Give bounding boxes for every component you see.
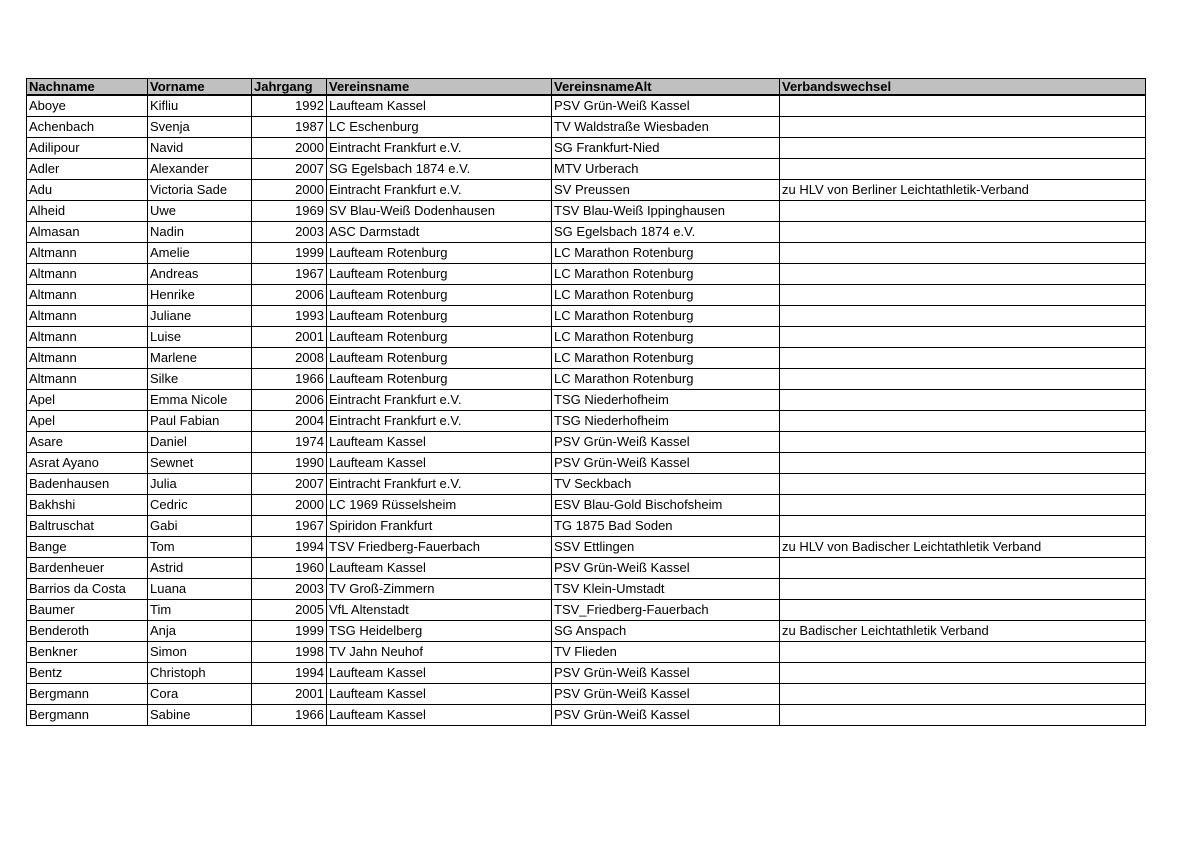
vereinsname-alt-cell: MTV Urberach	[552, 159, 780, 180]
vereinsname-cell: TV Groß-Zimmern	[327, 579, 552, 600]
nachname-cell: Aboye	[27, 95, 148, 117]
vereinsname-alt-cell: LC Marathon Rotenburg	[552, 264, 780, 285]
vorname-cell: Juliane	[148, 306, 252, 327]
vereinsname-alt-cell: TV Flieden	[552, 642, 780, 663]
jahrgang-cell: 1966	[252, 369, 327, 390]
verbandswechsel-cell	[780, 642, 1146, 663]
verbandswechsel-cell	[780, 432, 1146, 453]
table-row	[27, 663, 1146, 684]
table-row	[27, 537, 1146, 558]
verbandswechsel-cell	[780, 579, 1146, 600]
nachname-cell: Bentz	[27, 663, 148, 684]
vorname-cell: Marlene	[148, 348, 252, 369]
vereinsname-alt-cell: TSV_Friedberg-Fauerbach	[552, 600, 780, 621]
verbandswechsel-cell	[780, 264, 1146, 285]
vorname-cell: Luise	[148, 327, 252, 348]
vorname-cell: Amelie	[148, 243, 252, 264]
vereinsname-alt-cell: LC Marathon Rotenburg	[552, 243, 780, 264]
nachname-cell: Adler	[27, 159, 148, 180]
vereinsname-alt-cell: PSV Grün-Weiß Kassel	[552, 705, 780, 726]
vorname-cell: Henrike	[148, 285, 252, 306]
verbandswechsel-cell	[780, 95, 1146, 117]
vereinsname-cell: TV Jahn Neuhof	[327, 642, 552, 663]
nachname-cell: Barrios da Costa	[27, 579, 148, 600]
vereinsname-alt-cell: PSV Grün-Weiß Kassel	[552, 95, 780, 117]
verbandswechsel-cell	[780, 348, 1146, 369]
vorname-cell: Luana	[148, 579, 252, 600]
vereinsname-alt-cell: TSV Klein-Umstadt	[552, 579, 780, 600]
nachname-cell: Altmann	[27, 327, 148, 348]
vorname-cell: Uwe	[148, 201, 252, 222]
verbandswechsel-cell	[780, 600, 1146, 621]
table-row	[27, 159, 1146, 180]
header-row	[27, 79, 1146, 96]
vereinsname-cell: Eintracht Frankfurt e.V.	[327, 180, 552, 201]
vereinsname-cell: Laufteam Rotenburg	[327, 306, 552, 327]
vorname-cell: Svenja	[148, 117, 252, 138]
vereinsname-cell: LC Eschenburg	[327, 117, 552, 138]
jahrgang-cell: 1994	[252, 537, 327, 558]
vorname-cell: Cedric	[148, 495, 252, 516]
jahrgang-cell: 2007	[252, 159, 327, 180]
jahrgang-cell: 1966	[252, 705, 327, 726]
vereinsname-alt-cell: TSG Niederhofheim	[552, 390, 780, 411]
vereinsname-alt-cell: TSV Blau-Weiß Ippinghausen	[552, 201, 780, 222]
vorname-cell: Navid	[148, 138, 252, 159]
nachname-cell: Bange	[27, 537, 148, 558]
table-row	[27, 516, 1146, 537]
table-row	[27, 390, 1146, 411]
vereinsname-cell: SG Egelsbach 1874 e.V.	[327, 159, 552, 180]
jahrgang-cell: 2000	[252, 180, 327, 201]
verbandswechsel-cell: zu Badischer Leichtathletik Verband	[780, 621, 1146, 642]
table-row	[27, 411, 1146, 432]
vereinsname-alt-cell: SSV Ettlingen	[552, 537, 780, 558]
vorname-cell: Christoph	[148, 663, 252, 684]
vereinsname-alt-cell: ESV Blau-Gold Bischofsheim	[552, 495, 780, 516]
jahrgang-cell: 1999	[252, 243, 327, 264]
nachname-cell: Badenhausen	[27, 474, 148, 495]
table-row	[27, 264, 1146, 285]
vereinsname-cell: SV Blau-Weiß Dodenhausen	[327, 201, 552, 222]
vereinsname-alt-cell: SG Frankfurt-Nied	[552, 138, 780, 159]
verbandswechsel-cell	[780, 390, 1146, 411]
vereinsname-alt-cell: PSV Grün-Weiß Kassel	[552, 453, 780, 474]
vereinsname-cell: Eintracht Frankfurt e.V.	[327, 390, 552, 411]
vereinsname-cell: TSG Heidelberg	[327, 621, 552, 642]
vereinsname-alt-cell: TSG Niederhofheim	[552, 411, 780, 432]
table-row	[27, 138, 1146, 159]
nachname-cell: Achenbach	[27, 117, 148, 138]
verbandswechsel-cell	[780, 411, 1146, 432]
table-row	[27, 684, 1146, 705]
nachname-cell: Altmann	[27, 264, 148, 285]
jahrgang-cell: 1967	[252, 516, 327, 537]
vorname-cell: Paul Fabian	[148, 411, 252, 432]
nachname-cell: Asrat Ayano	[27, 453, 148, 474]
vorname-cell: Victoria Sade	[148, 180, 252, 201]
jahrgang-cell: 2001	[252, 684, 327, 705]
jahrgang-cell: 2000	[252, 495, 327, 516]
table-row	[27, 222, 1146, 243]
table-row	[27, 621, 1146, 642]
header-verbandswechsel: Verbandswechsel	[780, 79, 1146, 96]
vereinsname-cell: Laufteam Rotenburg	[327, 264, 552, 285]
verbandswechsel-cell: zu HLV von Badischer Leichtathletik Verband	[780, 537, 1146, 558]
verbandswechsel-cell	[780, 516, 1146, 537]
table-row	[27, 474, 1146, 495]
verbandswechsel-cell	[780, 306, 1146, 327]
verbandswechsel-cell	[780, 684, 1146, 705]
table-row	[27, 369, 1146, 390]
vereinsname-cell: Spiridon Frankfurt	[327, 516, 552, 537]
header-vereinsname-alt: VereinsnameAlt	[552, 79, 780, 96]
table-row	[27, 558, 1146, 579]
verbandswechsel-cell	[780, 285, 1146, 306]
vereinsname-cell: Laufteam Kassel	[327, 705, 552, 726]
vereinsname-alt-cell: LC Marathon Rotenburg	[552, 285, 780, 306]
verbandswechsel-cell	[780, 327, 1146, 348]
vereinsname-alt-cell: TV Waldstraße Wiesbaden	[552, 117, 780, 138]
table-row	[27, 306, 1146, 327]
vorname-cell: Alexander	[148, 159, 252, 180]
vorname-cell: Sewnet	[148, 453, 252, 474]
vereinsname-alt-cell: TV Seckbach	[552, 474, 780, 495]
nachname-cell: Altmann	[27, 285, 148, 306]
header-nachname: Nachname	[27, 79, 148, 96]
vereinsname-cell: Laufteam Kassel	[327, 684, 552, 705]
vereinsname-cell: Laufteam Rotenburg	[327, 285, 552, 306]
table-row	[27, 243, 1146, 264]
vereinsname-alt-cell: SV Preussen	[552, 180, 780, 201]
table-row	[27, 117, 1146, 138]
jahrgang-cell: 1994	[252, 663, 327, 684]
vereinsname-cell: Laufteam Kassel	[327, 95, 552, 117]
verbandswechsel-cell	[780, 558, 1146, 579]
vorname-cell: Silke	[148, 369, 252, 390]
jahrgang-cell: 2006	[252, 390, 327, 411]
vereinsname-alt-cell: PSV Grün-Weiß Kassel	[552, 663, 780, 684]
vorname-cell: Gabi	[148, 516, 252, 537]
table-row	[27, 642, 1146, 663]
verbandswechsel-cell	[780, 159, 1146, 180]
nachname-cell: Altmann	[27, 369, 148, 390]
table-row	[27, 95, 1146, 117]
vereinsname-cell: Laufteam Kassel	[327, 453, 552, 474]
vereinsname-cell: Laufteam Rotenburg	[327, 243, 552, 264]
vorname-cell: Daniel	[148, 432, 252, 453]
nachname-cell: Altmann	[27, 348, 148, 369]
verbandswechsel-cell	[780, 243, 1146, 264]
nachname-cell: Apel	[27, 390, 148, 411]
nachname-cell: Altmann	[27, 306, 148, 327]
vorname-cell: Simon	[148, 642, 252, 663]
table-row	[27, 285, 1146, 306]
table-row	[27, 180, 1146, 201]
vereinsname-alt-cell: PSV Grün-Weiß Kassel	[552, 432, 780, 453]
vereinsname-cell: Laufteam Rotenburg	[327, 327, 552, 348]
table-row	[27, 453, 1146, 474]
vereinsname-alt-cell: PSV Grün-Weiß Kassel	[552, 558, 780, 579]
vorname-cell: Nadin	[148, 222, 252, 243]
jahrgang-cell: 2008	[252, 348, 327, 369]
jahrgang-cell: 1990	[252, 453, 327, 474]
jahrgang-cell: 1987	[252, 117, 327, 138]
vereinsname-alt-cell: LC Marathon Rotenburg	[552, 306, 780, 327]
verbandswechsel-cell	[780, 453, 1146, 474]
vereinsname-cell: Laufteam Rotenburg	[327, 369, 552, 390]
header-jahrgang: Jahrgang	[252, 79, 327, 96]
nachname-cell: Bardenheuer	[27, 558, 148, 579]
nachname-cell: Altmann	[27, 243, 148, 264]
vereinsname-cell: Eintracht Frankfurt e.V.	[327, 474, 552, 495]
vorname-cell: Tim	[148, 600, 252, 621]
vereinsname-cell: ASC Darmstadt	[327, 222, 552, 243]
jahrgang-cell: 2001	[252, 327, 327, 348]
vorname-cell: Kifliu	[148, 95, 252, 117]
table-row	[27, 432, 1146, 453]
jahrgang-cell: 1999	[252, 621, 327, 642]
vorname-cell: Cora	[148, 684, 252, 705]
vereinsname-alt-cell: PSV Grün-Weiß Kassel	[552, 684, 780, 705]
vorname-cell: Astrid	[148, 558, 252, 579]
jahrgang-cell: 2006	[252, 285, 327, 306]
nachname-cell: Almasan	[27, 222, 148, 243]
table-row	[27, 579, 1146, 600]
vereinsname-alt-cell: TG 1875 Bad Soden	[552, 516, 780, 537]
jahrgang-cell: 1969	[252, 201, 327, 222]
vereinsname-cell: Laufteam Kassel	[327, 432, 552, 453]
verbandswechsel-cell: zu HLV von Berliner Leichtathletik-Verband	[780, 180, 1146, 201]
nachname-cell: Benkner	[27, 642, 148, 663]
vereinsname-cell: VfL Altenstadt	[327, 600, 552, 621]
vereinsname-alt-cell: SG Egelsbach 1874 e.V.	[552, 222, 780, 243]
jahrgang-cell: 1993	[252, 306, 327, 327]
verbandswechsel-cell	[780, 117, 1146, 138]
nachname-cell: Apel	[27, 411, 148, 432]
vereinsname-cell: Laufteam Kassel	[327, 663, 552, 684]
table-body	[27, 95, 1146, 726]
jahrgang-cell: 2005	[252, 600, 327, 621]
vereinsname-alt-cell: SG Anspach	[552, 621, 780, 642]
vereinsname-alt-cell: LC Marathon Rotenburg	[552, 327, 780, 348]
verbandswechsel-cell	[780, 663, 1146, 684]
vorname-cell: Julia	[148, 474, 252, 495]
nachname-cell: Bergmann	[27, 705, 148, 726]
verbandswechsel-cell	[780, 495, 1146, 516]
vorname-cell: Andreas	[148, 264, 252, 285]
jahrgang-cell: 2007	[252, 474, 327, 495]
table-row	[27, 327, 1146, 348]
vereinsname-alt-cell: LC Marathon Rotenburg	[552, 369, 780, 390]
nachname-cell: Benderoth	[27, 621, 148, 642]
verbandswechsel-cell	[780, 474, 1146, 495]
vorname-cell: Sabine	[148, 705, 252, 726]
vereinsname-cell: Laufteam Rotenburg	[327, 348, 552, 369]
jahrgang-cell: 1967	[252, 264, 327, 285]
vereinsname-alt-cell: LC Marathon Rotenburg	[552, 348, 780, 369]
jahrgang-cell: 2000	[252, 138, 327, 159]
header-vereinsname: Vereinsname	[327, 79, 552, 96]
nachname-cell: Bergmann	[27, 684, 148, 705]
table-row	[27, 348, 1146, 369]
header-vorname: Vorname	[148, 79, 252, 96]
nachname-cell: Adu	[27, 180, 148, 201]
vorname-cell: Tom	[148, 537, 252, 558]
nachname-cell: Baltruschat	[27, 516, 148, 537]
nachname-cell: Asare	[27, 432, 148, 453]
verbandswechsel-cell	[780, 138, 1146, 159]
verbandswechsel-cell	[780, 222, 1146, 243]
vorname-cell: Anja	[148, 621, 252, 642]
jahrgang-cell: 1998	[252, 642, 327, 663]
vereinsname-cell: Eintracht Frankfurt e.V.	[327, 411, 552, 432]
jahrgang-cell: 2003	[252, 579, 327, 600]
jahrgang-cell: 1960	[252, 558, 327, 579]
jahrgang-cell: 1974	[252, 432, 327, 453]
athlete-table	[26, 78, 1146, 726]
table-row	[27, 705, 1146, 726]
vereinsname-cell: LC 1969 Rüsselsheim	[327, 495, 552, 516]
table-row	[27, 201, 1146, 222]
table-row	[27, 600, 1146, 621]
jahrgang-cell: 1992	[252, 95, 327, 117]
vereinsname-cell: Eintracht Frankfurt e.V.	[327, 138, 552, 159]
jahrgang-cell: 2004	[252, 411, 327, 432]
vorname-cell: Emma Nicole	[148, 390, 252, 411]
vereinsname-cell: TSV Friedberg-Fauerbach	[327, 537, 552, 558]
nachname-cell: Adilipour	[27, 138, 148, 159]
nachname-cell: Baumer	[27, 600, 148, 621]
jahrgang-cell: 2003	[252, 222, 327, 243]
verbandswechsel-cell	[780, 201, 1146, 222]
verbandswechsel-cell	[780, 705, 1146, 726]
verbandswechsel-cell	[780, 369, 1146, 390]
vereinsname-cell: Laufteam Kassel	[327, 558, 552, 579]
nachname-cell: Bakhshi	[27, 495, 148, 516]
table-row	[27, 495, 1146, 516]
nachname-cell: Alheid	[27, 201, 148, 222]
